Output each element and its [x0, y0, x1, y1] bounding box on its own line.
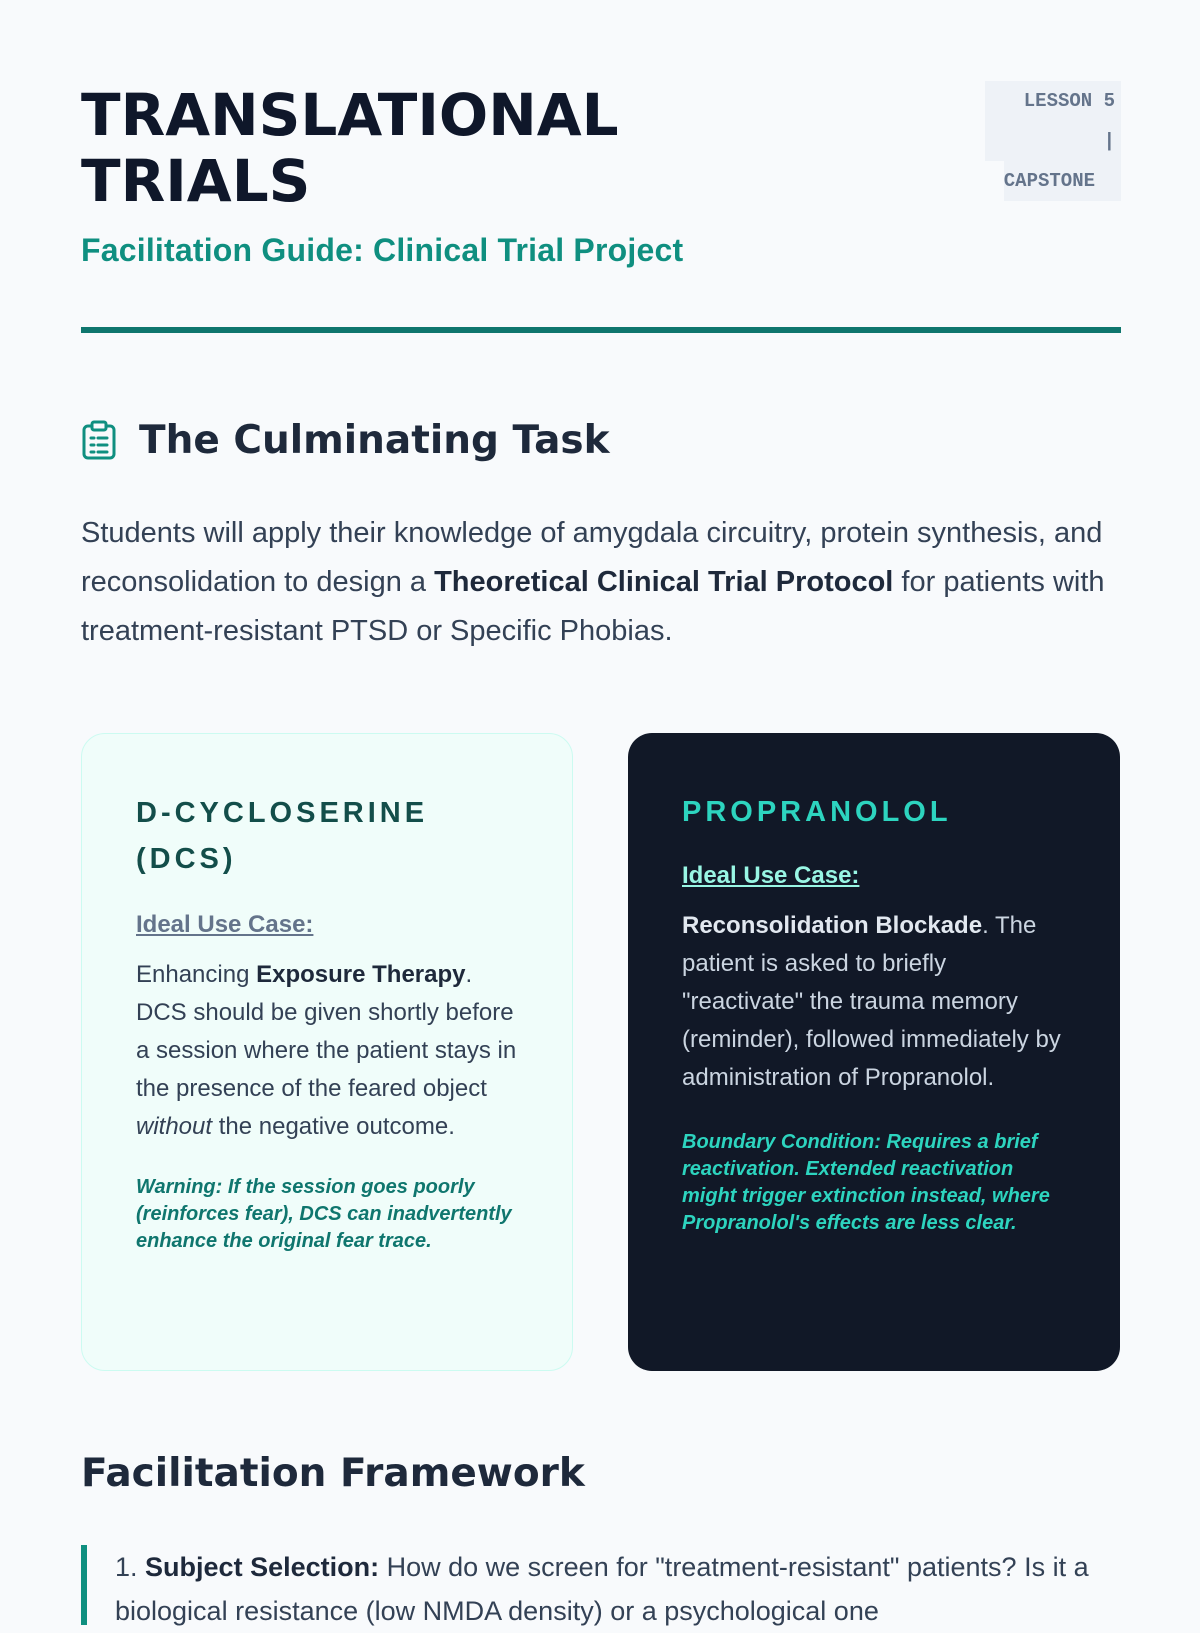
task-intro	[81, 509, 1121, 656]
dcs-body-post: the negative outcome.	[212, 1113, 455, 1140]
task-intro-bold: Theoretical Clinical Trial Protocol	[434, 566, 894, 598]
task-heading	[81, 414, 610, 466]
dcs-use-case-label: Ideal Use Case:	[136, 911, 314, 938]
framework-item-text: How do we screen for "treatment-resistant" patients? Is it a biological resistance (low NMDA density) or a psychological one	[115, 1552, 1089, 1626]
header-divider	[81, 327, 1121, 333]
page-subtitle: Facilitation Guide: Clinical Trial Project	[81, 232, 684, 268]
title-line-2: TRIALS	[81, 147, 311, 215]
propranolol-use-case-text	[682, 907, 1068, 1097]
task-title: The Culminating Task	[139, 417, 610, 463]
dcs-body-pre: Enhancing	[136, 961, 257, 988]
dcs-card	[81, 733, 573, 1371]
dcs-use-case-text	[136, 956, 520, 1146]
clipboard-icon	[81, 420, 117, 460]
lesson-badge-line-1: LESSON 5 |	[985, 81, 1121, 161]
framework-item-number: 1.	[115, 1552, 138, 1582]
propranolol-card-title: PROPRANOLOL	[682, 796, 952, 828]
lesson-badge	[985, 81, 1121, 201]
task-intro-part-1: Students will apply their knowledge of amygdala circuitry, protein synthesis, and reconsolidation to design a	[81, 517, 1103, 598]
framework-item-label: Subject Selection:	[145, 1552, 380, 1582]
dcs-body-bold: Exposure Therapy	[256, 961, 466, 988]
dcs-body-mid: . DCS should be given shortly before a session where the patient stays in the presence of the feared object	[136, 961, 517, 1102]
dcs-warning-note: Warning: If the session goes poorly (reinforces fear), DCS can inadvertently enhance the original fear trace.	[136, 1176, 512, 1252]
propranolol-body-post: . The patient is asked to briefly "reactivate" the trauma memory (reminder), followed immediately by administration of Propranolol.	[682, 912, 1061, 1091]
dcs-body-italic: without	[136, 1113, 213, 1140]
framework-title: Facilitation Framework	[81, 1451, 585, 1496]
task-intro-part-2: for patients with treatment-resistant PTSD or Specific Phobias.	[81, 566, 1105, 647]
framework-item	[81, 1545, 1121, 1625]
propranolol-boundary-note: Boundary Condition: Requires a brief reactivation. Extended reactivation might trigger extinction instead, where Propranolol's effects are less clear.	[682, 1131, 1050, 1234]
propranolol-use-case-label: Ideal Use Case:	[682, 862, 860, 889]
title-line-1: TRANSLATIONAL	[81, 81, 619, 149]
dcs-card-title: D-CYCLOSERINE (DCS)	[136, 797, 429, 875]
propranolol-body-bold: Reconsolidation Blockade	[682, 912, 983, 939]
page-title	[81, 82, 721, 214]
lesson-badge-line-2: CAPSTONE	[1004, 161, 1121, 201]
propranolol-card	[628, 733, 1120, 1371]
